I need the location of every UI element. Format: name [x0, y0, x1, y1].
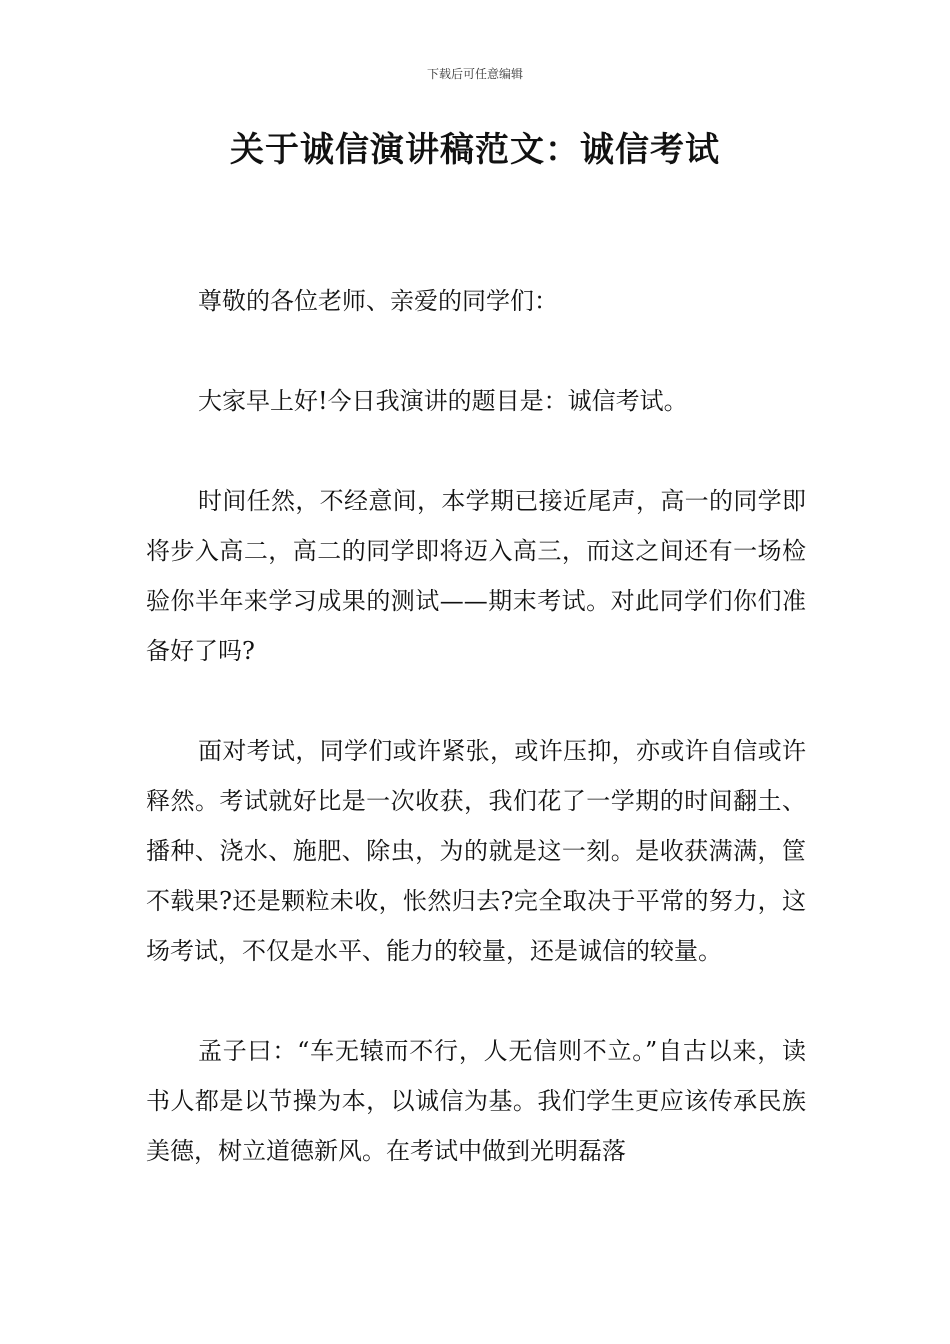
paragraph-exam: 面对考试，同学们或许紧张，或许压抑，亦或许自信或许释然。考试就好比是一次收获，我们花了一学期的时间翻土、播种、浇水、施肥、除虫，为的就是这一刻。是收获满满，筐不载果?还是颗粒未收，怅然归去?完全取决于平常的努力，这场考试，不仅是水平、能力的较量，还是诚信的较量。 — [146, 737, 806, 965]
header-note: 下载后可任意编辑 — [426, 67, 523, 81]
paragraph-greeting: 大家早上好!今日我演讲的题目是：诚信考试。 — [198, 387, 688, 415]
document-title: 关于诚信演讲稿范文：诚信考试 — [230, 130, 720, 170]
paragraph-mencius: 孟子曰：“车无辕而不行，人无信则不立。”自古以来，读书人都是以节操为本，以诚信为基。我们学生更应该传承民族美德，树立道德新风。在考试中做到光明磊落 — [146, 1037, 806, 1165]
paragraph-time: 时间任然，不经意间，本学期已接近尾声，高一的同学即将步入高二，高二的同学即将迈入高三，而这之间还有一场检验你半年来学习成果的测试——期末考试。对此同学们你们准备好了吗? — [146, 487, 806, 665]
paragraph-salutation: 尊敬的各位老师、亲爱的同学们： — [198, 287, 558, 315]
document-body — [146, 276, 806, 1226]
